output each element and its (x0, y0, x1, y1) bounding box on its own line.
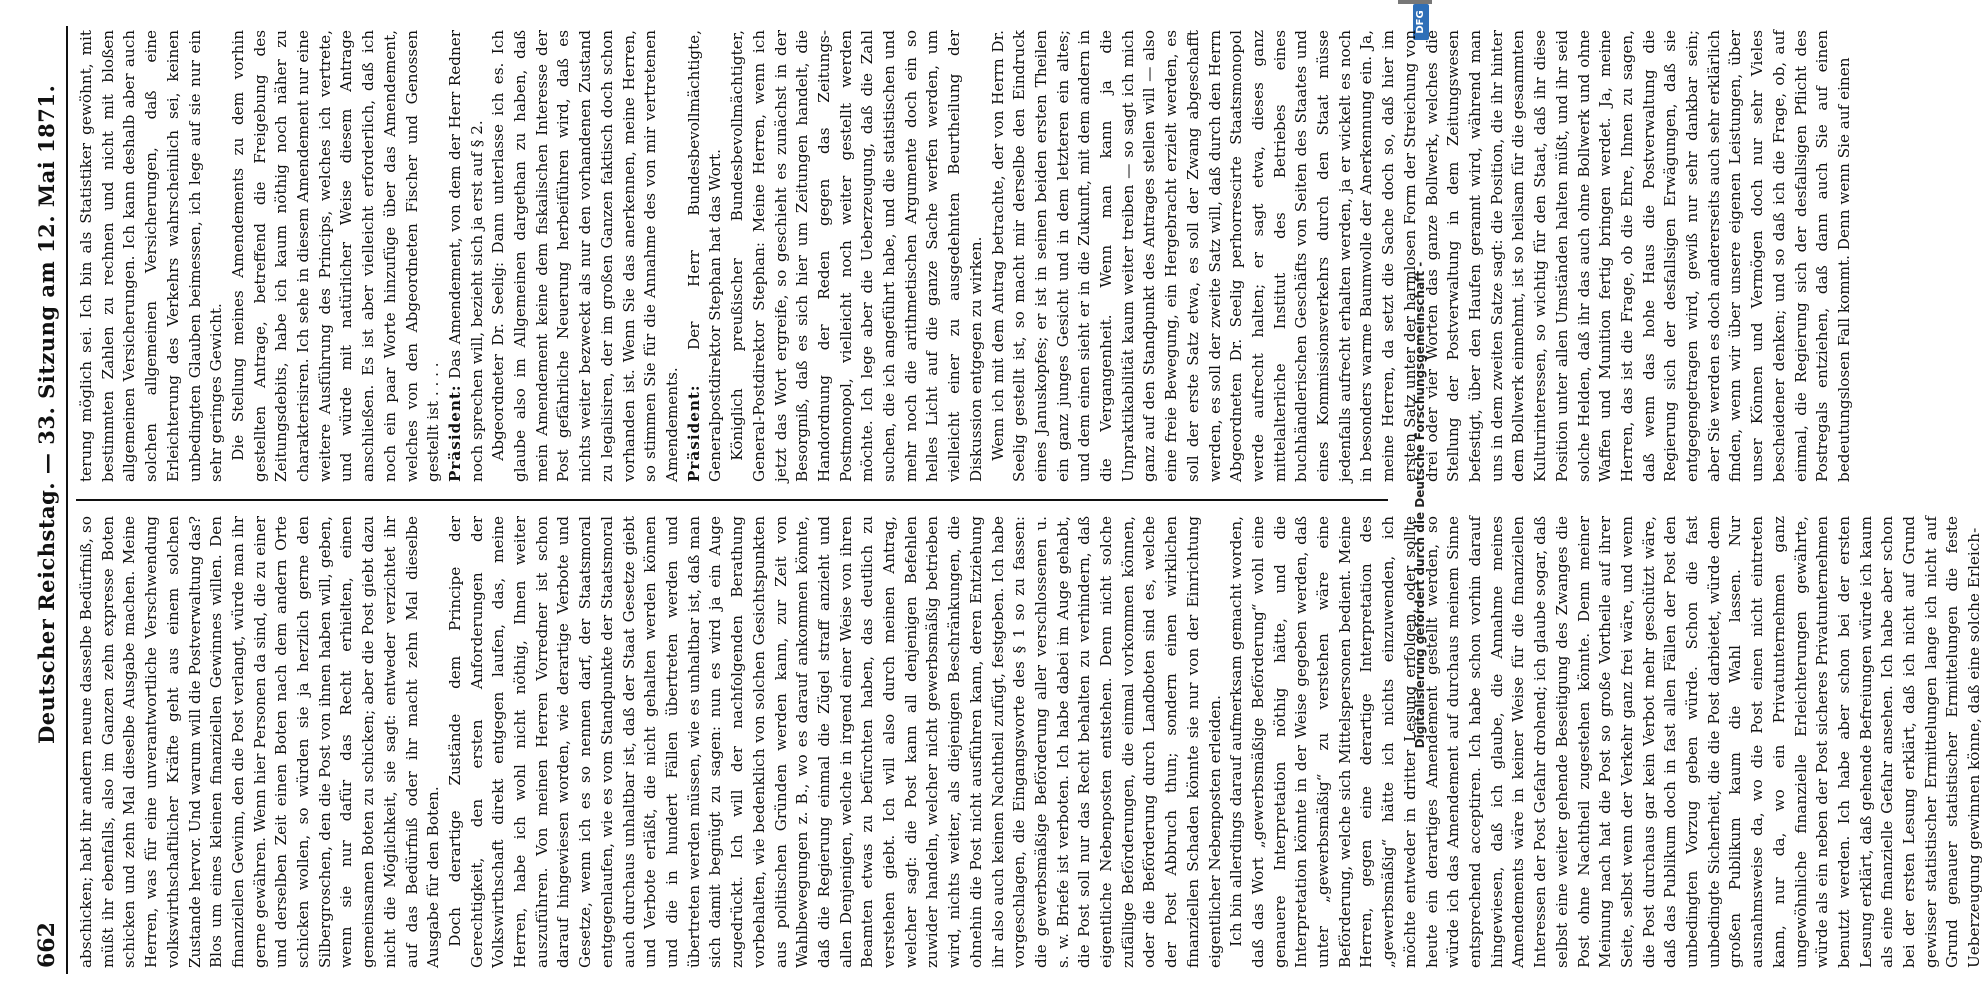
digitization-credit: Digitalisierung gefördert durch die Deutsche Forschungsgemeinschaft - (1413, 261, 1427, 749)
speaker-label: Präsident: (445, 384, 464, 482)
left-paragraph: Doch derartige Zustände dem Principe der Gerechtigkeit, den ersten Anforderungen der Volkswirthschaft direkt entgegen laufen, das, meine Herren, habe ich wohl nicht nöthig, Ihnen weiter auszuführen. Von meinen Herren Vorredner ist schon darauf hingewiesen worden, wie derartige Verbote und Gesetze, wenn ich es so nennen darf, der Staatsmoral entgegenlaufen, wie es vom Standpunkte der Staatsmoral auch durchaus unhaltbar ist, daß der Staat Gesetze giebt und Verbote erläßt, die nicht gehalten werden können und die in hundert Fällen übertreten werden und übertreten werden müssen, wie es unhaltbar ist, daß man sich damit begnügt zu sagen: nun es wird ja ein Auge zugedrückt. Ich will der nachfolgenden Berathung vorbehalten, wie bedenklich von solchen Gesichtspunkten aus politischen Gründen werden kann, zur Zeit von Wahlbewegungen z. B., wo es darauf ankommen könnte, daß die Regierung einmal die Zügel straff anzieht und allen Denjenigen, welche in irgend einer Weise von ihren Beamten etwas zu befürchten haben, das deutlich zu verstehen giebt. Ich will also durch meinen Antrag, welcher sagt: die Post kann all denjenigen Befehlen zuwider handeln, welcher nicht gewerbsmäßig betrieben wird, nichts weiter, als diejenigen Beschränkungen, die ohnehin die Post nicht ausführen kann, deren Entziehung ihr also auch keinen Nachtheil zufügt, festgeben. Ich habe vorgeschlagen, die Eingangsworte des § 1 so zu fassen: die gewerbsmäßige Beförderung aller verschlossenen u. s. w. Briefe ist verboten. Ich habe dabei im Auge gehabt, die Post soll nur das Recht behalten zu verhindern, daß eigentliche Nebenposten entstehen. Denn nicht solche zufällige Beförderungen, die einmal vorkommen können, oder die Beförderung durch Landboten sind es, welche der Post Abbruch thun; sondern einen wirklichen finanziellen Schaden könnte sie nur von der Einrichtung eigentlicher Nebenposten erleiden. (445, 516, 1224, 968)
column-divider (76, 499, 1388, 501)
right-paragraph (684, 30, 727, 482)
page-number: 662 (34, 922, 60, 968)
right-paragraph (445, 30, 488, 482)
right-paragraph: Wenn ich mit dem Antrag betrachte, der von Herrn Dr. Seelig gestellt ist, so macht mir derselbe den Eindruck eines Januskopfes; er ist in seinen beiden ersten Theilen ein ganz junges Gesicht und in dem letzteren ein altes; und dem einen sieht er in die Zukunft, mit dem andern in die Vergangenheit. Wenn man kann ja die Unpraktikabilität kaum weiter treiben — so sagt ich mich ganz auf den Standpunkt des Antrages stellen will — also eine freie Bewegung, ein Hergebracht erzielt werden, es soll der erste Satz etwa, es soll der Zwang abgeschafft werden, es soll der zweite Satz will, daß durch den Herrn Abgeordneten Dr. Seelig perhorrescirte Staatsmonopol werde aufrecht halten; er sagt etwa, dieses ganz mittelalterliche Institut des Betriebes eines buchhändlerischen Geschäfts von Seiten des Staates und eines Kommissionsverkehrs durch den Staat müsse jedenfalls aufrecht erhalten werden, ja er wickelt es noch in besonders warme Baumwolle der Anerkennung ein. Ja, meine Herren, da setzt die Sache doch so, daß hier im ersten Satz unter der harmlosen Form der Streichung von drei oder vier Worten das ganze Bollwerk, welches die Stellung der Postverwaltung in dem Zeitungswesen befestigt, über den Haufen gerannt wird, während man uns in dem zweiten Satze sagt: die Position, die ihr hinter dem Bollwerk einnehmt, ist so heilsam für die gesammten Kulturinteressen, so wichtig für den Staat, daß ihr diese Position unter allen Umständen halten müßt, und ihr seid solche Helden, daß ihr das auch ohne Bollwerk und ohne Waffen und Munition fertig bringen werdet. Ja, meine Herren, das ist die Frage, ob die Ehre, Ihnen zu sagen, daß wenn das hohe Haus die Postverwaltung die Regierung sich der desfallsigen Erwägungen, daß sie entgegengetragen wird, gewiß nur sehr dankbar sein; aber Sie werden es doch andererseits auch sehr erklärlich finden, wenn wir über unsere eigenen Leistungen, über unser Können und Vermögen doch nur sehr Vieles bescheidener denken; und so daß ich die Frage, ob, auf einmal, die Regierung sich der desfallsigen Pflicht des Postregals entziehen, daß dann auch Sie auf einen bedeutungslosen Fall kommt. Denn wenn Sie auf einen (988, 30, 1853, 482)
speaker-label: Präsident: (684, 384, 703, 482)
page-header (26, 26, 68, 974)
dfg-logo-text: DFG (1415, 10, 1426, 34)
speech-text: Das Amendement, von dem der Herr Redner noch sprechen will, bezieht sich ja erst auf § 2. (445, 30, 486, 482)
right-paragraph: Die Stellung meines Amendements zu dem vorhin gestellten Antrage, betreffend die Freigebung des Zeitungsdebits, habe ich kaum nöthig noch näher zu charakterisiren. Ich sehe in diesem Amendement nur eine weitere Ausführung des Princips, welches ich vertrete, und würde mit natürlicher Weise diesem Antrage anschließen. Es ist aber vielleicht erforderlich, daß ich noch ein paar Worte hinzufüge über das Amendement, welches von den Abgeordneten Fischer und Genossen gestellt ist . . . . (228, 30, 443, 482)
right-paragraph: terung möglich sei. Ich bin als Statistiker gewöhnt, mit bestimmten Zahlen zu rechnen und nicht mit bloßen allgemeinen Versicherungen. Ich kann deshalb aber auch solchen allgemeinen Versicherungen, daß eine Erleichterung des Verkehrs wahrscheinlich sei, keinen unbedingten Glauben beimessen, ich lege auf sie nur ein sehr geringes Gewicht. (77, 30, 226, 482)
left-paragraph: abschicken; habt ihr andern neune dasselbe Bedürfniß, so müßt ihr ebenfalls, also im Ganzen zehn expresse Boten schicken und zehn Mal dieselbe Ausgabe machen. Meine Herren, was für eine unverantwortliche Verschwendung volkswirthschaftlicher Kräfte geht aus einem solchen Zustande hervor. Und warum will die Postverwaltung das? Blos um eines kleinen finanziellen Gewinnes willen. Den finanziellen Gewinn, den die Post verlangt, würde man ihr gerne gewähren. Wenn hier Personen da sind, die zu einer und derselben Zeit einen Boten nach dem andern Orte schicken wollen, so würden sie ja herzlich gerne den Silbergroschen, den die Post von ihnen haben will, geben, wenn sie nur dafür das Recht erhielten, einen gemeinsamen Boten zu schicken; aber die Post giebt dazu nicht die Möglichkeit, sie sagt: entweder verzichtet ihr auf das Bedürfniß oder ihr macht zehn Mal dieselbe Ausgabe für den Boten. (77, 516, 443, 968)
right-column (76, 30, 1853, 482)
right-paragraph: Königlich preußischer Bundesbevollmächtigter, General-Postdirektor Stephan: Meine Herren, wenn ich jetzt das Wort ergreife, so geschieht es zunächst in der Besorgniß, daß es sich hier um Zeitungen handelt, die Handordnung der Reden gegen das Zeitungs-Postmonopol, vielleicht noch weiter gestellt werden möchte. Ich lege aber die Ueberzeugung, daß die Zahl suchen, die ich angeführt habe, und die statistischen und mehr noch die arithmetischen Argumente doch ein so helles Licht auf die ganze Sache werfen werden, um vielleicht einer zu ausgedehnten Beurtheilung der Diskussion entgegen zu wirken. (728, 30, 985, 482)
running-title: Deutscher Reichstag. — 33. Sitzung am 12. Mai 1871. (34, 84, 59, 744)
header-rule (66, 26, 68, 974)
right-paragraph: Abgeordneter Dr. Seelig: Dann unterlasse ich es. Ich glaube also im Allgemeinen dargethan zu haben, daß mein Amendement keine dem fiskalischen Interesse der Post gefährliche Neuerung herbeiführen wird, daß es nichts weiter bezweckt als nur den vorhandenen Zustand zu legalisiren, der im großen Ganzen faktisch doch schon vorhanden ist. Wenn Sie das anerkennen, meine Herren, so stimmen Sie für die Annahme des von mir vertretenen Amendements. (489, 30, 681, 482)
left-paragraph: Ich bin allerdings darauf aufmerksam gemacht worden, daß das Wort „gewerbsmäßige Beförderung“ wohl eine genauere Interpretation nöthig hätte, und die Interpretation könnte in der Weise gegeben werden, daß unter „gewerbsmäßig“ zu verstehen wäre eine Beförderung, welche sich Mittelspersonen bedient. Meine Herren, gegen eine derartige Interpretation des „gewerbsmäßig“ hätte ich nichts einzuwenden, ich möchte entweder in dritter Lesung erfolgen, oder sollte heute ein derartiges Amendement gestellt werden, so würde ich das Amendement auf durchaus meinem Sinne entsprechend acceptiren. Ich habe schon vorhin darauf hingewiesen, daß ich glaube, die Annahme meines Amendements wäre in keiner Weise für die finanziellen Interessen der Post Gefahr drohend; ich glaube sogar, daß selbst eine weiter gehende Beseitigung des Zwanges die Post ohne Nachtheil zugestehen könnte. Denn meiner Meinung nach hat die Post so große Vortheile auf ihrer Seite, selbst wenn der Verkehr ganz frei wäre, und wenn die Post durchaus gar kein Verbot mehr geschützt wäre, daß das Publikum doch in fast allen Fällen der Post den unbedingten Vorzug geben würde. Schon die fast unbedingte Sicherheit, die die Post darbietet, würde dem großen Publikum kaum die Wahl lassen. Nur ausnahmsweise da, wo die Post einen nicht eintreten kann, nur da, wo ein Privatunternehmen ganz ungewöhnliche finanzielle Erleichterungen gewährte, würde als ein neben der Post sicheres Privatunternehmen benutzt werden. Ich habe aber schon bei der ersten Lesung erklärt, daß gehende Befreiungen würde ich kaum als eine finanzielle Gefahr ansehen. Ich habe aber schon bei der ersten Lesung erklärt, daß ich nicht auf Grund gewisser statistischer Ermittelungen lange ich nicht auf Grund genauer statistischer Ermittelungen die feste Ueberzeugung gewinnen könne, daß eine solche Erleich- (1227, 516, 1984, 968)
speech-text: Der Herr Bundesbevollmächtigte, Generalpostdirektor Stephan hat das Wort. (684, 30, 725, 482)
left-column (76, 516, 1984, 968)
